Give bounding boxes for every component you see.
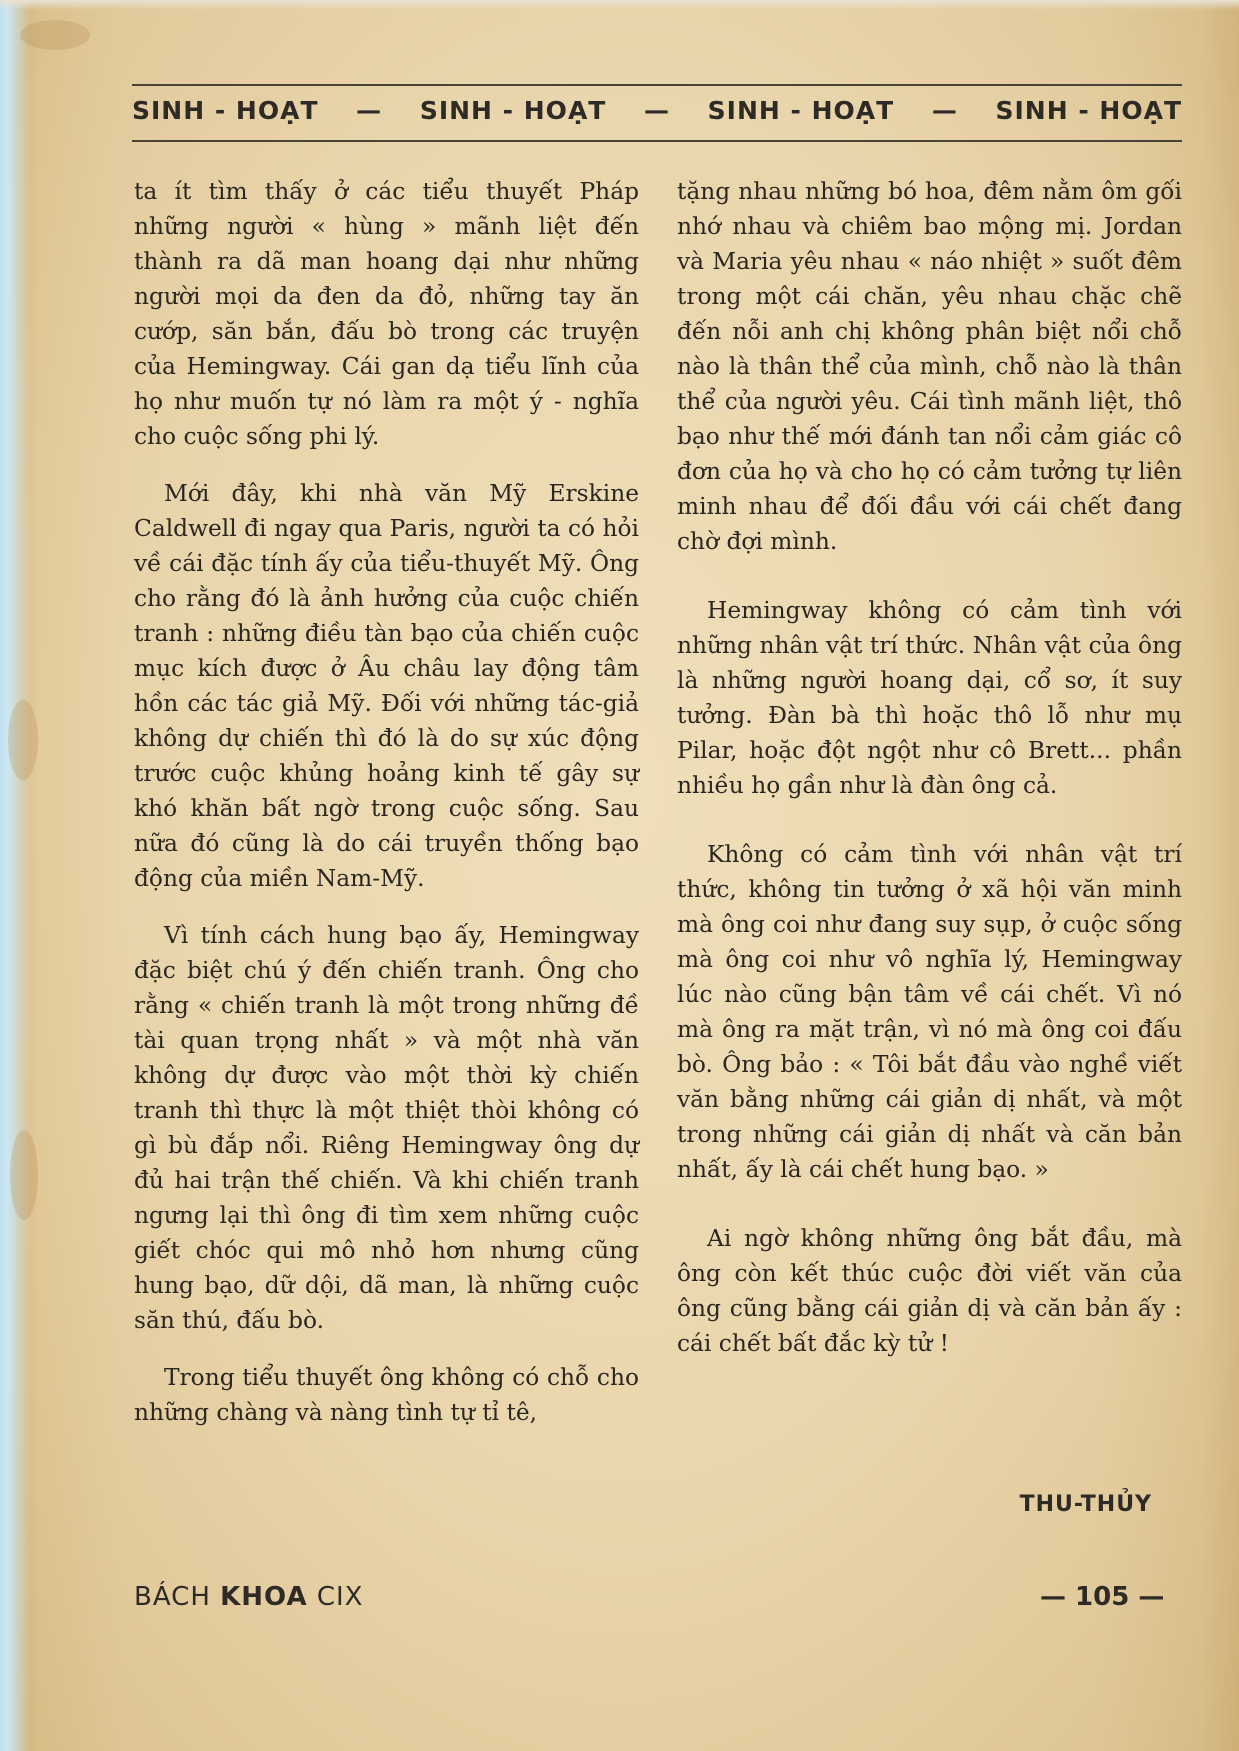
stain	[8, 700, 38, 780]
paragraph: Không có cảm tình với nhân vật trí thức, không tin tưởng ở xã hội văn minh mà ông coi như đang suy sụp, ở cuộc sống mà ông coi như vô nghĩa lý, Hemingway lúc nào cũng bận tâm về cái chết. Vì nó mà ông ra mặt trận, vì nó mà ông coi đấu bò. Ông bảo : « Tôi bắt đầu vào nghề viết văn bằng những cái giản dị nhất, và một trong những cái giản dị nhất và căn bản nhất, ấy là cái chết hung bạo. »	[677, 841, 1182, 1183]
page-edge-top	[0, 0, 1239, 10]
page-number: — 105 —	[1040, 1582, 1165, 1612]
magazine-footer	[134, 1582, 363, 1612]
paragraph: Mới đây, khi nhà văn Mỹ Erskine Caldwell đi ngay qua Paris, người ta có hỏi về cái đặc tính ấy của tiểu-thuyết Mỹ. Ông cho rằng đó là ảnh hưởng của cuộc chiến tranh : những điều tàn bạo của chiến cuộc mục kích được ở Âu châu lay động tâm hồn các tác giả Mỹ. Đối với những tác-giả không dự chiến thì đó là do sự xúc động trước cuộc khủng hoảng kinh tế gây sự khó khăn bất ngờ trong cuộc sống. Sau nữa đó cũng là do cái truyền thống bạo động của miền Nam-Mỹ.	[134, 480, 639, 892]
header-separator: —	[931, 96, 958, 125]
stain	[20, 20, 90, 50]
paragraph: tặng nhau những bó hoa, đêm nằm ôm gối nhớ nhau và chiêm bao mộng mị. Jordan và Maria yêu nhau « náo nhiệt » suốt đêm trong một cái chăn, yêu nhau chặc chẽ đến nỗi anh chị không phân biệt nổi chỗ nào là thân thể của mình, chỗ nào là thân thể của người yêu. Cái tình mãnh liệt, thô bạo như thế mới đánh tan nổi cảm giác cô đơn của họ và cho họ có cảm tưởng tự liên minh nhau để đối đầu với cái chết đang chờ đợi mình.	[677, 178, 1182, 555]
magazine-name-part: BÁCH	[134, 1582, 211, 1612]
paragraph: Vì tính cách hung bạo ấy, Hemingway đặc biệt chú ý đến chiến tranh. Ông cho rằng « chiến tranh là một trong những đề tài quan trọng nhất » và một nhà văn không dự được vào một thời kỳ chiến tranh thì thực là một thiệt thòi không có gì bù đắp nổi. Riêng Hemingway ông dự đủ hai trận thế chiến. Và khi chiến tranh ngưng lại thì ông đi tìm xem những cuộc giết chóc qui mô nhỏ hơn nhưng cũng hung bạo, dữ dội, dã man, là những cuộc săn thú, đấu bò.	[134, 922, 639, 1334]
stain	[10, 1130, 38, 1220]
article-column-left	[134, 174, 639, 1430]
header-rule-top	[132, 84, 1182, 86]
header-section-title: SINH - HOẠT	[707, 96, 895, 125]
paragraph: Ai ngờ không những ông bắt đầu, mà ông còn kết thúc cuộc đời viết văn của ông cũng bằng cái giản dị và căn bản ấy : cái chết bất đắc kỳ tử !	[677, 1225, 1182, 1357]
header-section-title: SINH - HOẠT	[132, 96, 319, 125]
header-separator: —	[356, 96, 383, 125]
page-edge	[0, 0, 30, 1751]
header-section-title: SINH - HOẠT	[419, 96, 607, 125]
paragraph: Hemingway không có cảm tình với những nhân vật trí thức. Nhân vật của ông là những người hoang dại, cổ sơ, ít suy tưởng. Đàn bà thì hoặc thô lỗ như mụ Pilar, hoặc đột ngột như cô Brett... phần nhiều họ gần như là đàn ông cả.	[677, 597, 1182, 799]
magazine-issue: CIX	[316, 1582, 364, 1612]
paragraph: Trong tiểu thuyết ông không có chỗ cho những chàng và nàng tình tự tỉ tê,	[134, 1364, 639, 1426]
author-signature: THU-THỦY	[1019, 1492, 1152, 1517]
paragraph: ta ít tìm thấy ở các tiểu thuyết Pháp những người « hùng » mãnh liệt đến thành ra dã man hoang dại như những người mọi da đen da đỏ, những tay ăn cướp, săn bắn, đấu bò trong các truyện của Hemingway. Cái gan dạ tiểu lĩnh của họ như muốn tự nó làm ra một ý - nghĩa cho cuộc sống phi lý.	[134, 178, 639, 450]
header-rule-bottom	[132, 140, 1182, 142]
header-separator: —	[644, 96, 670, 125]
header-section-title: SINH - HOẠT	[995, 96, 1182, 125]
magazine-name-part: KHOA	[220, 1582, 308, 1612]
running-header	[132, 96, 1182, 125]
article-column-right	[677, 174, 1182, 1361]
